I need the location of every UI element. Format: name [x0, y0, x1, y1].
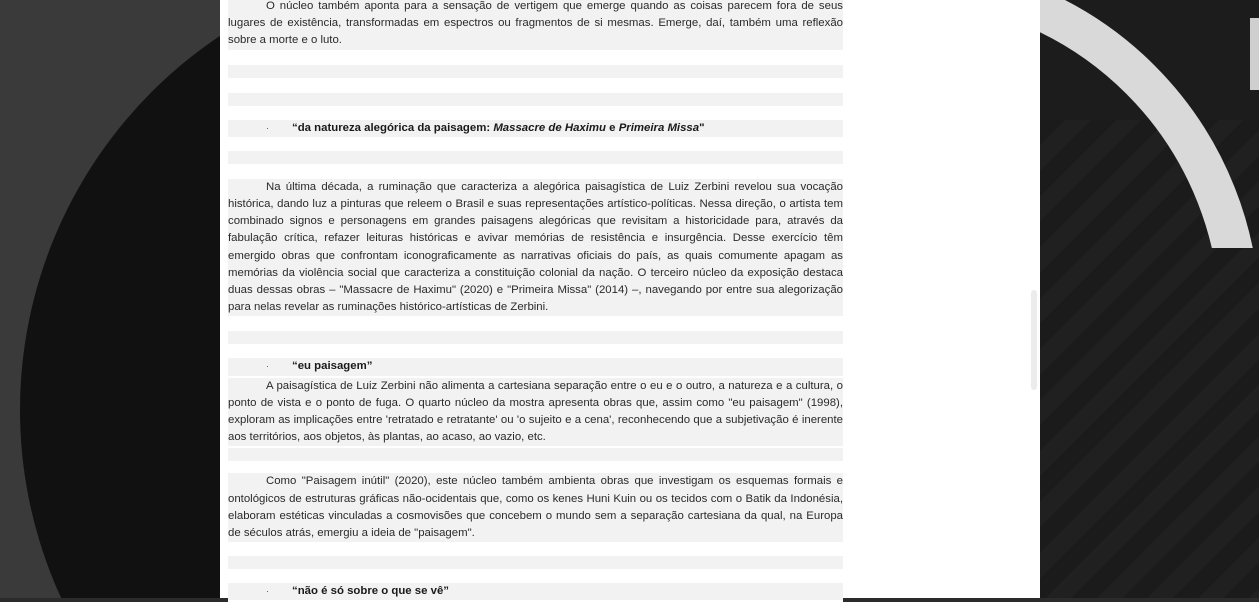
paragraph-text: O núcleo também aponta para a sensação de vertigem que emerge quando as coisas parecem fora de seus lugares de existência, transformadas em espectros ou fragmentos de si mesmas. Emerge, daí, também uma reflexão sobre a morte e o luto. [228, 0, 843, 47]
background-circle [20, 0, 220, 598]
bullet-icon: · [266, 586, 269, 597]
paragraph-2 [228, 179, 843, 319]
paragraph-text: A paisagística de Luiz Zerbini não alimenta a cartesiana separação entre o eu e o outro, a natureza e a cultura, o ponto de vista e o ponto de fuga. O quarto núcleo da mostra apresenta obras que, assim como "eu paisagem" (1998), exploram as implicações entre 'retratado e retratante' ou 'o sujeito e a cena', reconhecendo que a subjetivação é inerente aos territórios, aos objetos, às plantas, ao acaso, ao vazio, etc. [228, 379, 843, 444]
paragraph-3 [228, 378, 843, 449]
blank-line [228, 331, 843, 346]
background-right [1040, 0, 1259, 598]
document-page [220, 0, 1040, 598]
blank-line [228, 93, 843, 108]
document-content [228, 0, 843, 602]
blank-line [228, 151, 843, 166]
paragraph-1 [228, 0, 843, 52]
paragraph-text: Na última década, a ruminação que caracteriza a alegórica paisagística de Luiz Zerbini revelou sua vocação histórica, dando luz a pinturas que releem o Brasil e suas representações artístico-políticas. Nessa direção, o artista tem combinado signos e personagens em grandes paisagens alegóricas que revisitam a historicidade para, através da fabulação crítica, refazer leituras históricas e avivar memórias de resistência e insurgência. Desse exercício têm emergido obras que confrontam iconograficamente as narrativas oficiais do país, as quais comumente apagam as memórias da violência social que caracteriza a constituição colonial da nação. O terceiro núcleo da exposição destaca duas dessas obras – "Massacre de Haximu" (2020) e "Primeira Missa" (2014) –, navegando por entre sua alegorização para nelas revelar as ruminações histórico-artísticas de Zerbini. [228, 180, 843, 314]
bullet-icon: · [266, 122, 269, 133]
window-scrollbar[interactable] [1250, 18, 1259, 90]
background-left [0, 0, 220, 598]
page-scrollbar[interactable] [1031, 290, 1037, 390]
work-title: Primeira Missa [618, 121, 700, 134]
blank-line [228, 448, 843, 463]
bullet-icon: · [266, 361, 269, 372]
section-heading-3: · “não é só sobre o que se vê” [228, 583, 843, 602]
section-heading-2: · “eu paisagem” [228, 358, 843, 377]
work-title: Massacre de Haximu [493, 121, 607, 134]
section-heading-1: · “da natureza alegórica da paisagem: Massacre de Haximu e Primeira Missa" [228, 120, 843, 139]
blank-line [228, 556, 843, 571]
paragraph-4 [228, 473, 843, 544]
blank-line [228, 65, 843, 80]
paragraph-text: Como "Paisagem inútil" (2020), este núcleo também ambienta obras que investigam os esquemas formais e ontológicos de estruturas gráficas não-ocidentais que, como os kenes Huni Kuin ou os tecidos com o Batik da Indonésia, elaboram estéticas vinculadas a cosmovisões que concebem o mundo sem a separação cartesiana da qual, na Europa de séculos atrás, emergiu a ideia de "paisagem". [228, 475, 843, 540]
